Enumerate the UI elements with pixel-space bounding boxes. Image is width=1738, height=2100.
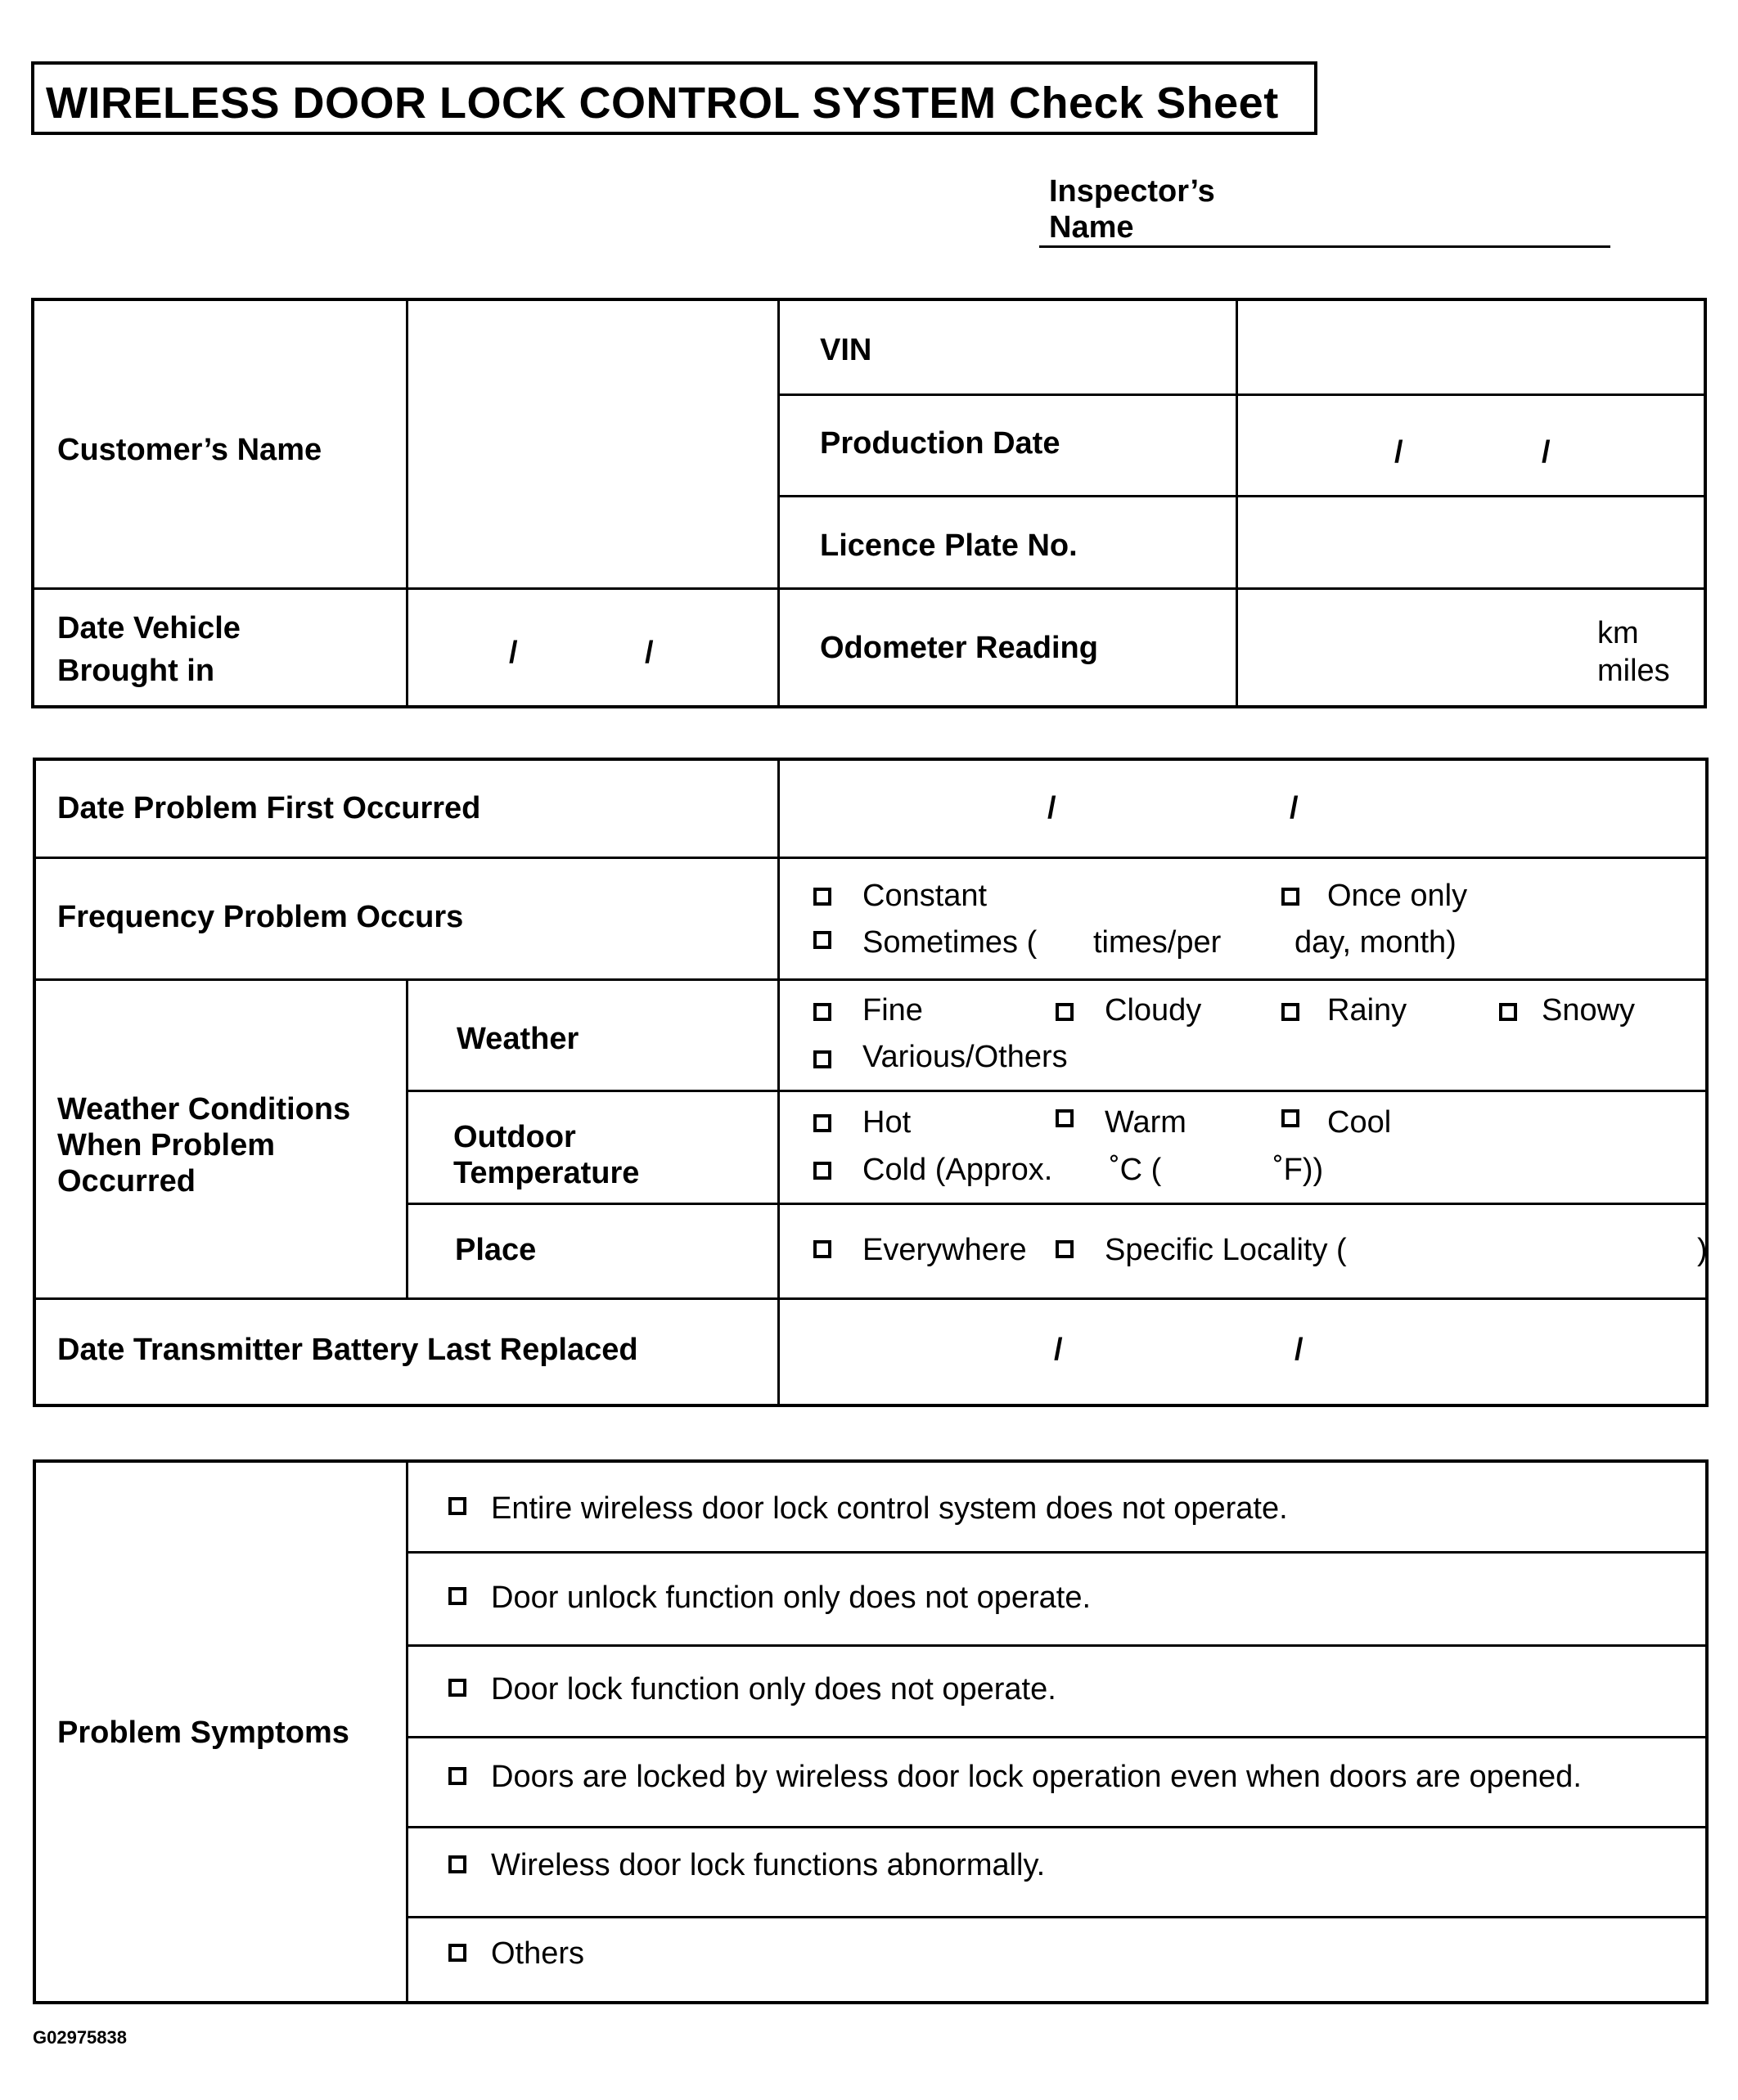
- symptom-item: Doors are locked by wireless door lock operation even when doors are opened.: [491, 1760, 1582, 1794]
- inspector-name-line[interactable]: [1039, 245, 1610, 248]
- checkbox-hot[interactable]: [813, 1114, 831, 1132]
- date-separator: /: [1542, 435, 1551, 470]
- date-separator: /: [1054, 1333, 1063, 1367]
- checkbox-rainy[interactable]: [1281, 1003, 1299, 1021]
- times-per-text: times/per: [1093, 925, 1222, 960]
- symptom-item: Entire wireless door lock control system does not operate.: [491, 1491, 1288, 1526]
- weather-label: Weather: [457, 1022, 579, 1056]
- figure-code: G02975838: [33, 2027, 127, 2048]
- option-hot: Hot: [862, 1105, 912, 1140]
- checkbox-symptom-4[interactable]: [448, 1767, 466, 1785]
- checkbox-specific-locality[interactable]: [1056, 1240, 1074, 1258]
- first-occurred-field[interactable]: [781, 761, 1704, 855]
- checkbox-snowy[interactable]: [1499, 1003, 1517, 1021]
- checkbox-fine[interactable]: [813, 1003, 831, 1021]
- weather-group-label-line1: Weather Conditions: [57, 1092, 351, 1126]
- checkbox-symptom-5[interactable]: [448, 1855, 466, 1873]
- unit-fahrenheit: ˚F)): [1273, 1153, 1324, 1187]
- checkbox-symptom-2[interactable]: [448, 1587, 466, 1605]
- battery-label: Date Transmitter Battery Last Replaced: [57, 1333, 638, 1367]
- production-date-label: Production Date: [820, 426, 1060, 461]
- option-everywhere: Everywhere: [862, 1233, 1027, 1267]
- checkbox-various[interactable]: [813, 1050, 831, 1068]
- option-specific-locality: Specific Locality (: [1105, 1233, 1347, 1267]
- checkbox-constant[interactable]: [813, 888, 831, 906]
- unit-miles: miles: [1597, 654, 1670, 688]
- date-separator: /: [1294, 1333, 1304, 1367]
- checkbox-warm[interactable]: [1056, 1109, 1074, 1127]
- option-rainy: Rainy: [1327, 993, 1407, 1028]
- date-brought-label-line2: Brought in: [57, 654, 215, 688]
- date-separator: /: [1290, 791, 1299, 825]
- date-separator: /: [1394, 435, 1403, 470]
- option-various: Various/Others: [862, 1040, 1068, 1074]
- page-title: WIRELESS DOOR LOCK CONTROL SYSTEM Check Sheet: [46, 79, 1279, 128]
- symptom-item: Others: [491, 1936, 585, 1971]
- date-separator: /: [1047, 791, 1056, 825]
- unit-celsius: ˚C (: [1110, 1153, 1162, 1187]
- inspector-label-line1: Inspector’s: [1049, 174, 1215, 209]
- battery-date-field[interactable]: [781, 1301, 1704, 1404]
- checkbox-cloudy[interactable]: [1056, 1003, 1074, 1021]
- option-fine: Fine: [862, 993, 923, 1028]
- checkbox-cool[interactable]: [1281, 1109, 1299, 1127]
- weather-group-label-line2: When Problem: [57, 1128, 276, 1162]
- close-paren: ): [1697, 1233, 1708, 1267]
- weather-group-label-line3: Occurred: [57, 1164, 196, 1198]
- date-separator: /: [509, 636, 518, 670]
- date-separator: /: [645, 636, 654, 670]
- option-warm: Warm: [1105, 1105, 1186, 1140]
- vin-label: VIN: [820, 333, 872, 367]
- option-cool: Cool: [1327, 1105, 1392, 1140]
- vin-field[interactable]: [1239, 301, 1702, 392]
- unit-km: km: [1597, 616, 1639, 650]
- symptom-item: Wireless door lock functions abnormally.: [491, 1848, 1046, 1882]
- symptom-item: Door lock function only does not operate.: [491, 1672, 1056, 1707]
- date-brought-field[interactable]: [409, 591, 774, 705]
- checkbox-symptom-3[interactable]: [448, 1679, 466, 1697]
- checkbox-symptom-1[interactable]: [448, 1497, 466, 1515]
- inspector-label-line2: Name: [1049, 210, 1134, 245]
- checkbox-sometimes[interactable]: [813, 931, 831, 949]
- checkbox-everywhere[interactable]: [813, 1240, 831, 1258]
- outdoor-temp-label-line2: Temperature: [453, 1156, 640, 1190]
- day-month-text: day, month): [1294, 925, 1457, 960]
- checkbox-once-only[interactable]: [1281, 888, 1299, 906]
- odometer-label: Odometer Reading: [820, 631, 1098, 665]
- first-occurred-label: Date Problem First Occurred: [57, 791, 481, 825]
- checkbox-symptom-6[interactable]: [448, 1944, 466, 1962]
- option-constant: Constant: [862, 879, 988, 913]
- option-snowy: Snowy: [1542, 993, 1636, 1028]
- option-once-only: Once only: [1327, 879, 1468, 913]
- production-date-field[interactable]: [1239, 397, 1702, 493]
- place-label: Place: [455, 1233, 537, 1267]
- licence-plate-field[interactable]: [1239, 498, 1702, 586]
- option-cold: Cold (Approx.: [862, 1153, 1053, 1187]
- checkbox-cold[interactable]: [813, 1162, 831, 1180]
- licence-plate-label: Licence Plate No.: [820, 528, 1078, 563]
- odometer-field[interactable]: [1239, 591, 1702, 705]
- outdoor-temp-label-line1: Outdoor: [453, 1120, 576, 1154]
- title-box: [31, 61, 1317, 135]
- customer-name-field[interactable]: [409, 301, 774, 586]
- option-cloudy: Cloudy: [1105, 993, 1202, 1028]
- frequency-label: Frequency Problem Occurs: [57, 900, 464, 934]
- problem-symptoms-label: Problem Symptoms: [57, 1716, 349, 1750]
- option-sometimes: Sometimes (: [862, 925, 1038, 960]
- customer-name-label: Customer’s Name: [57, 433, 322, 467]
- symptom-item: Door unlock function only does not operate.: [491, 1581, 1092, 1615]
- date-brought-label-line1: Date Vehicle: [57, 611, 241, 645]
